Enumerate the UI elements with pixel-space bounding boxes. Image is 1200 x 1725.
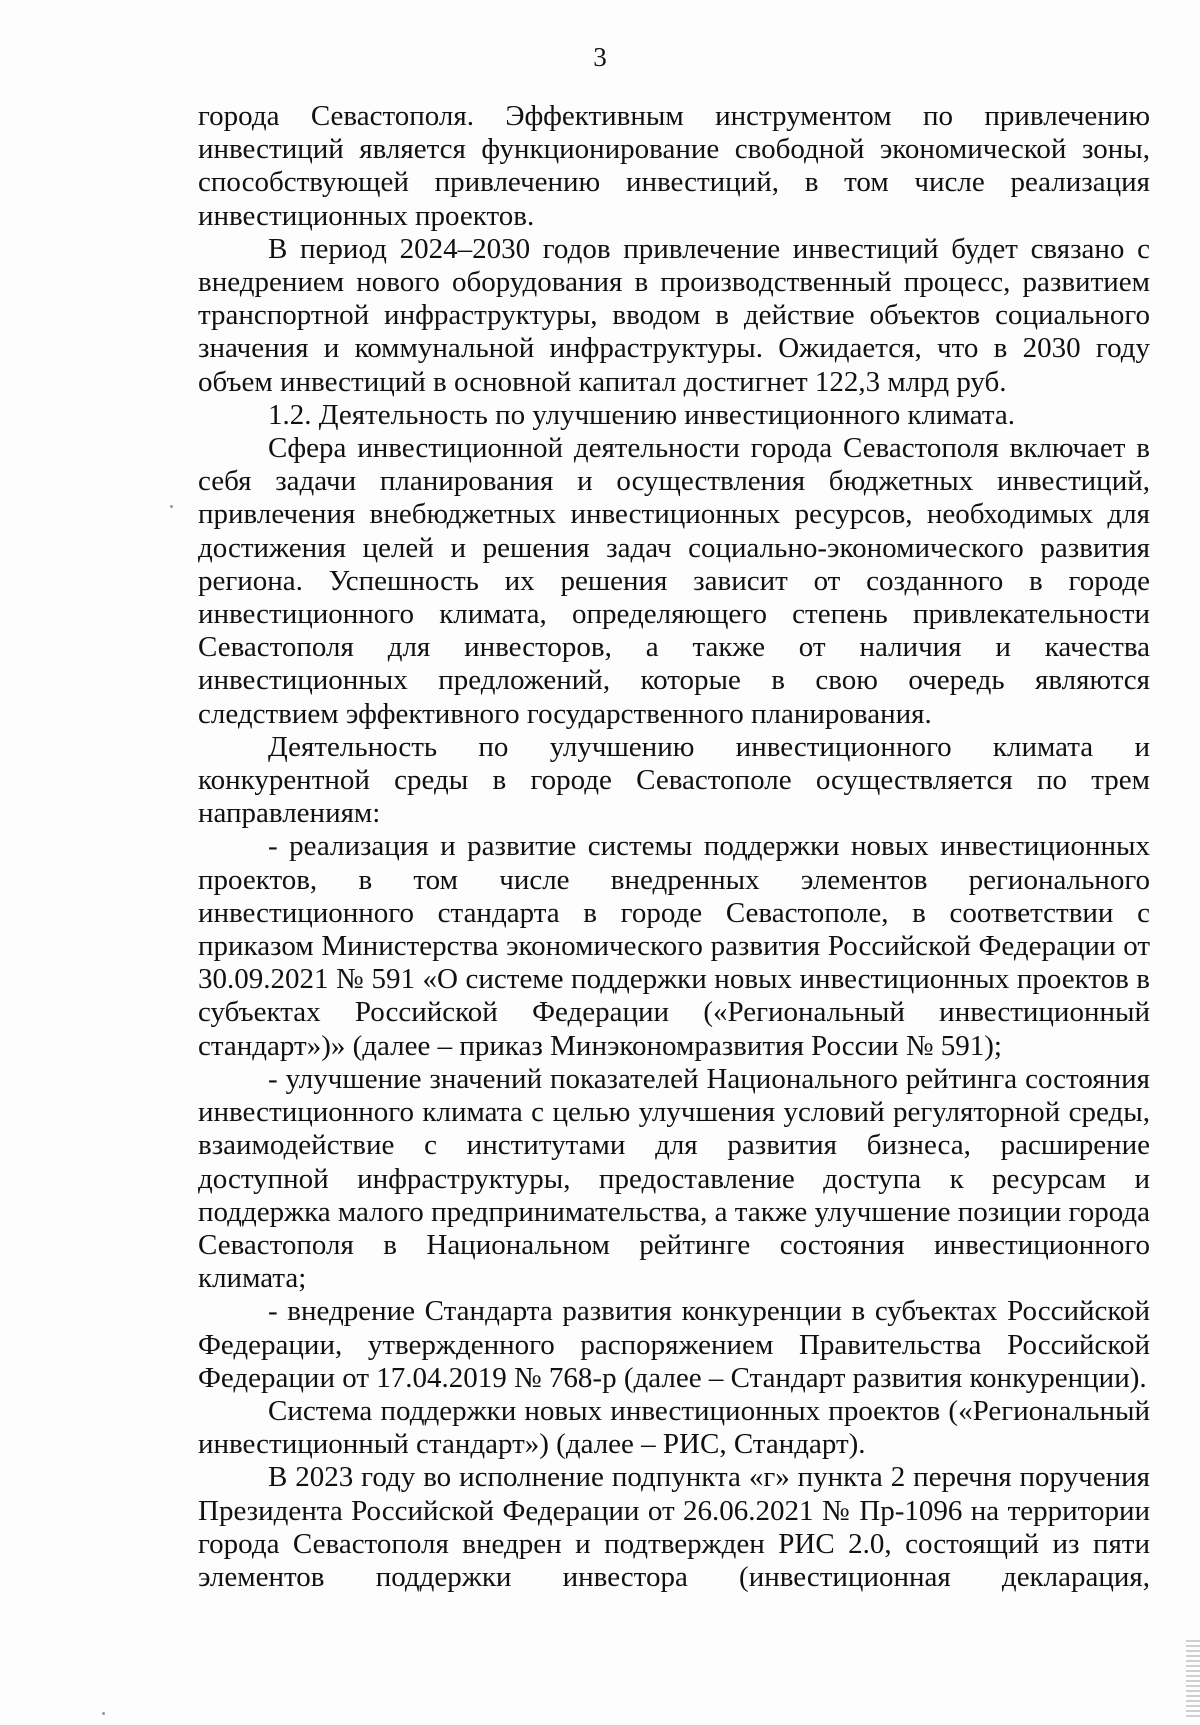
paragraph-3: Сфера инвестиционной деятельности города Севастополя включает в себя задачи планирования и осуществления бюджетных инвестиций, привлечения внебюджетных инвестиционных ресурсов, необходимых для достижения целей и решения задач социально-экономического развития региона. Успешность их решения зависит от созданного в городе инвестиционного климата, определяющего степень привлекательности Севастополя для инвесторов, а также от наличия и качества инвестиционных предложений, которые в свою очередь являются следствием эффективного государственного планирования. [198, 432, 1150, 730]
scan-edge-mark [1186, 1640, 1200, 1720]
section-heading-1-2: 1.2. Деятельность по улучшению инвестиционного климата. [268, 398, 1016, 431]
paragraph-1: города Севастополя. Эффективным инструментом по привлечению инвестиций является функционирование свободной экономической зоны, способствующей привлечению инвестиций, в том числе реализация инвестиционных проектов. [198, 100, 1150, 232]
paragraph-5: Система поддержки новых инвестиционных проектов («Региональный инвестиционный стандарт») (далее – РИС, Стандарт). [198, 1394, 1150, 1461]
page-number: 3 [593, 42, 607, 72]
paragraph-2: В период 2024–2030 годов привлечение инвестиций будет связано с внедрением нового оборудования в производственный процесс, развитием транспортной инфраструктуры, вводом в действие объектов социального значения и коммунальной инфраструктуры. Ожидается, что в 2030 году объем инвестиций в основной капитал достигнет 122,3 млрд руб. [198, 232, 1150, 398]
scan-speck [102, 1712, 105, 1715]
list-item-3: - внедрение Стандарта развития конкуренции в субъектах Российской Федерации, утвержденного распоряжением Правительства Российской Федерации от 17.04.2019 № 768-р (далее – Стандарт развития конкуренции). [198, 1295, 1150, 1394]
list-item-1: - реализация и развитие системы поддержки новых инвестиционных проектов, в том числе внедренных элементов регионального инвестиционного стандарта в городе Севастополе, в соответствии с приказом Министерства экономического развития Российской Федерации от 30.09.2021 № 591 «О системе поддержки новых инвестиционных проектов в субъектах Российской Федерации («Региональный инвестиционный стандарт»)» (далее – приказ Минэкономразвития России № 591); [198, 830, 1150, 1062]
paragraph-4: Деятельность по улучшению инвестиционного климата и конкурентной среды в городе Севастополе осуществляется по трем направлениям: [198, 730, 1150, 830]
paragraph-6: В 2023 году во исполнение подпункта «г» пункта 2 перечня поручения Президента Российской Федерации от 26.06.2021 № Пр-1096 на территории города Севастополя внедрен и подтвержден РИС 2.0, состоящий из пяти элементов поддержки инвестора (инвестиционная декларация, [198, 1461, 1150, 1593]
document-body [198, 100, 1150, 1594]
list-item-2: - улучшение значений показателей Национального рейтинга состояния инвестиционного климата с целью улучшения условий регуляторной среды, взаимодействие с институтами для развития бизнеса, расширение доступной инфраструктуры, предоставление доступа к ресурсам и поддержка малого предпринимательства, а также улучшение позиции города Севастополя в Национальном рейтинге состояния инвестиционного климата; [198, 1062, 1150, 1295]
scan-speck [170, 505, 173, 508]
